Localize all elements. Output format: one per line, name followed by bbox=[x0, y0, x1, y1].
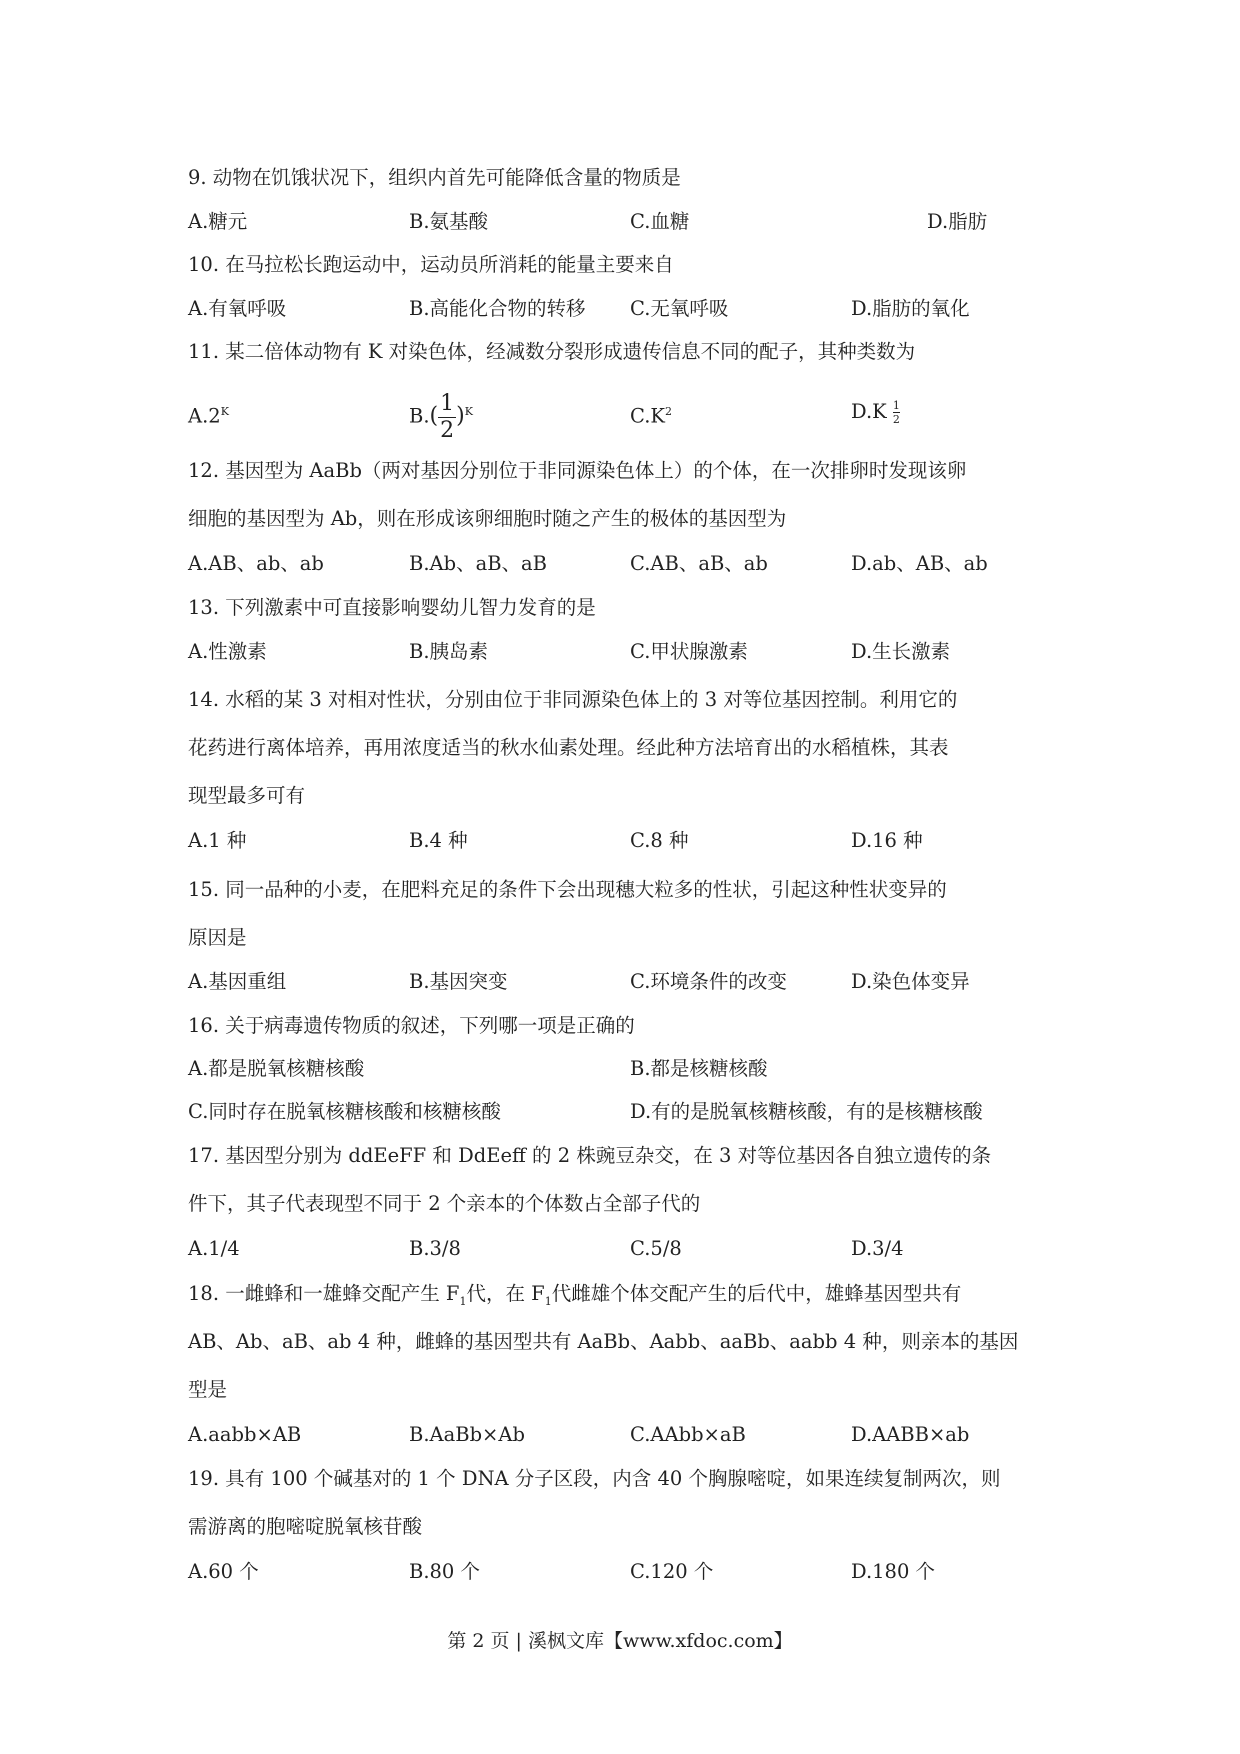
question-13-option-b: B.胰岛素 bbox=[409, 640, 489, 663]
question-14-option-c: C.8 种 bbox=[630, 829, 689, 852]
question-15-option-d: D.染色体变异 bbox=[851, 970, 970, 993]
question-9-stem: 9. 动物在饥饿状况下，组织内首先可能降低含量的物质是 bbox=[188, 166, 681, 189]
question-13-option-a: A.性激素 bbox=[188, 640, 267, 663]
question-15-option-c: C.环境条件的改变 bbox=[630, 970, 787, 993]
question-13-stem: 13. 下列激素中可直接影响婴幼儿智力发育的是 bbox=[188, 596, 596, 619]
question-17-option-b: B.3/8 bbox=[409, 1237, 461, 1260]
question-12-option-c: C.AB、aB、ab bbox=[630, 552, 768, 575]
question-14-stem-line-3: 现型最多可有 bbox=[188, 784, 306, 807]
question-13-option-c: C.甲状腺激素 bbox=[630, 640, 748, 663]
question-19-option-d: D.180 个 bbox=[851, 1560, 936, 1583]
question-18-stem-line-2: AB、Ab、aB、ab 4 种，雌蜂的基因型共有 AaBb、Aabb、aaBb、aabb 4 种，则亲本的基因 bbox=[188, 1330, 1019, 1353]
question-15-stem-line-2: 原因是 bbox=[188, 926, 247, 949]
question-10-option-b: B.高能化合物的转移 bbox=[409, 297, 586, 320]
question-12-stem-line-2: 细胞的基因型为 Ab，则在形成该卵细胞时随之产生的极体的基因型为 bbox=[188, 507, 787, 530]
question-11-option-a: $A.2^K$ bbox=[188, 404, 229, 428]
question-14-stem-line-2: 花药进行离体培养，再用浓度适当的秋水仙素处理。经此种方法培育出的水稻植株，其表 bbox=[188, 736, 949, 759]
question-18-option-b: B.AaBb×Ab bbox=[409, 1423, 525, 1446]
question-16-option-b: B.都是核糖核酸 bbox=[630, 1057, 768, 1080]
question-18-stem-line-3: 型是 bbox=[188, 1378, 228, 1401]
question-10-option-c: C.无氧呼吸 bbox=[630, 297, 729, 320]
question-18-option-c: C.AAbb×aB bbox=[630, 1423, 746, 1446]
question-13-option-d: D.生长激素 bbox=[851, 640, 951, 663]
question-16-option-c: C.同时存在脱氧核糖核酸和核糖核酸 bbox=[188, 1100, 501, 1123]
question-18-stem-line-1: 18. 一雌蜂和一雄蜂交配产生 $F_1$代，在 $F_1$代雌雄个体交配产生的后代中，雄蜂基因型共有 bbox=[188, 1282, 962, 1308]
question-9-option-d: D.脂肪 bbox=[927, 210, 988, 233]
question-16-option-d: D.有的是脱氧核糖核酸，有的是核糖核酸 bbox=[630, 1100, 983, 1123]
question-19-stem-line-2: 需游离的胞嘧啶脱氧核苷酸 bbox=[188, 1515, 423, 1538]
question-14-option-d: D.16 种 bbox=[851, 829, 923, 852]
question-17-option-a: A.1/4 bbox=[188, 1237, 240, 1260]
question-19-option-c: C.120 个 bbox=[630, 1560, 714, 1583]
question-16-stem: 16. 关于病毒遗传物质的叙述，下列哪一项是正确的 bbox=[188, 1014, 635, 1037]
question-19-option-a: A.60 个 bbox=[188, 1560, 259, 1583]
question-11-option-b: B.( $\frac{1}{2}$ )$^K$ bbox=[409, 390, 473, 443]
question-11-stem: 11. 某二倍体动物有 K 对染色体，经减数分裂形成遗传信息不同的配子，其种类数为 bbox=[188, 340, 916, 363]
question-9-option-a: A.糖元 bbox=[188, 210, 248, 233]
question-17-option-c: C.5/8 bbox=[630, 1237, 682, 1260]
question-12-option-a: A.AB、ab、ab bbox=[188, 552, 324, 575]
fraction-exponent-one-half: $\frac{1}{2}$ bbox=[892, 399, 900, 426]
question-9-option-c: C.血糖 bbox=[630, 210, 690, 233]
question-15-option-a: A.基因重组 bbox=[188, 970, 287, 993]
question-14-stem-line-1: 14. 水稻的某 3 对相对性状，分别由位于非同源染色体上的 3 对等位基因控制。利用它的 bbox=[188, 688, 958, 711]
question-19-stem-line-1: 19. 具有 100 个碱基对的 1 个 DNA 分子区段，内含 40 个胸腺嘧啶，如果连续复制两次，则 bbox=[188, 1467, 1001, 1490]
question-16-option-a: A.都是脱氧核糖核酸 bbox=[188, 1057, 365, 1080]
question-18-option-a: A.aabb×AB bbox=[188, 1423, 302, 1446]
question-10-stem: 10. 在马拉松长跑运动中，运动员所消耗的能量主要来自 bbox=[188, 253, 674, 276]
question-14-option-a: A.1 种 bbox=[188, 829, 247, 852]
question-14-option-b: B.4 种 bbox=[409, 829, 468, 852]
question-12-stem-line-1: 12. 基因型为 AaBb（两对基因分别位于非同源染色体上）的个体，在一次排卵时发现该卵 bbox=[188, 459, 967, 482]
question-15-option-b: B.基因突变 bbox=[409, 970, 508, 993]
question-19-option-b: B.80 个 bbox=[409, 1560, 481, 1583]
question-12-option-d: D.ab、AB、ab bbox=[851, 552, 988, 575]
question-11-option-d: $D.K \frac{1}{2}$ bbox=[851, 399, 900, 426]
question-15-stem-line-1: 15. 同一品种的小麦，在肥料充足的条件下会出现穗大粒多的性状，引起这种性状变异的 bbox=[188, 878, 947, 901]
question-17-stem-line-1: 17. 基因型分别为 ddEeFF 和 DdEeff 的 2 株豌豆杂交，在 3 对等位基因各自独立遗传的条 bbox=[188, 1144, 992, 1167]
question-18-option-d: D.AABB×ab bbox=[851, 1423, 970, 1446]
fraction-one-half: $\frac{1}{2}$ bbox=[440, 390, 455, 443]
question-10-option-a: A.有氧呼吸 bbox=[188, 297, 287, 320]
question-11-option-c: $C.K^2$ bbox=[630, 404, 672, 428]
question-17-option-d: D.3/4 bbox=[851, 1237, 904, 1260]
question-12-option-b: B.Ab、aB、aB bbox=[409, 552, 548, 575]
page-footer: 第 2 页 | 溪枫文库【www.xfdoc.com】 bbox=[447, 1630, 793, 1652]
question-9-option-b: B.氨基酸 bbox=[409, 210, 489, 233]
question-17-stem-line-2: 件下，其子代表现型不同于 2 个亲本的个体数占全部子代的 bbox=[188, 1192, 701, 1215]
question-10-option-d: D.脂肪的氧化 bbox=[851, 297, 970, 320]
